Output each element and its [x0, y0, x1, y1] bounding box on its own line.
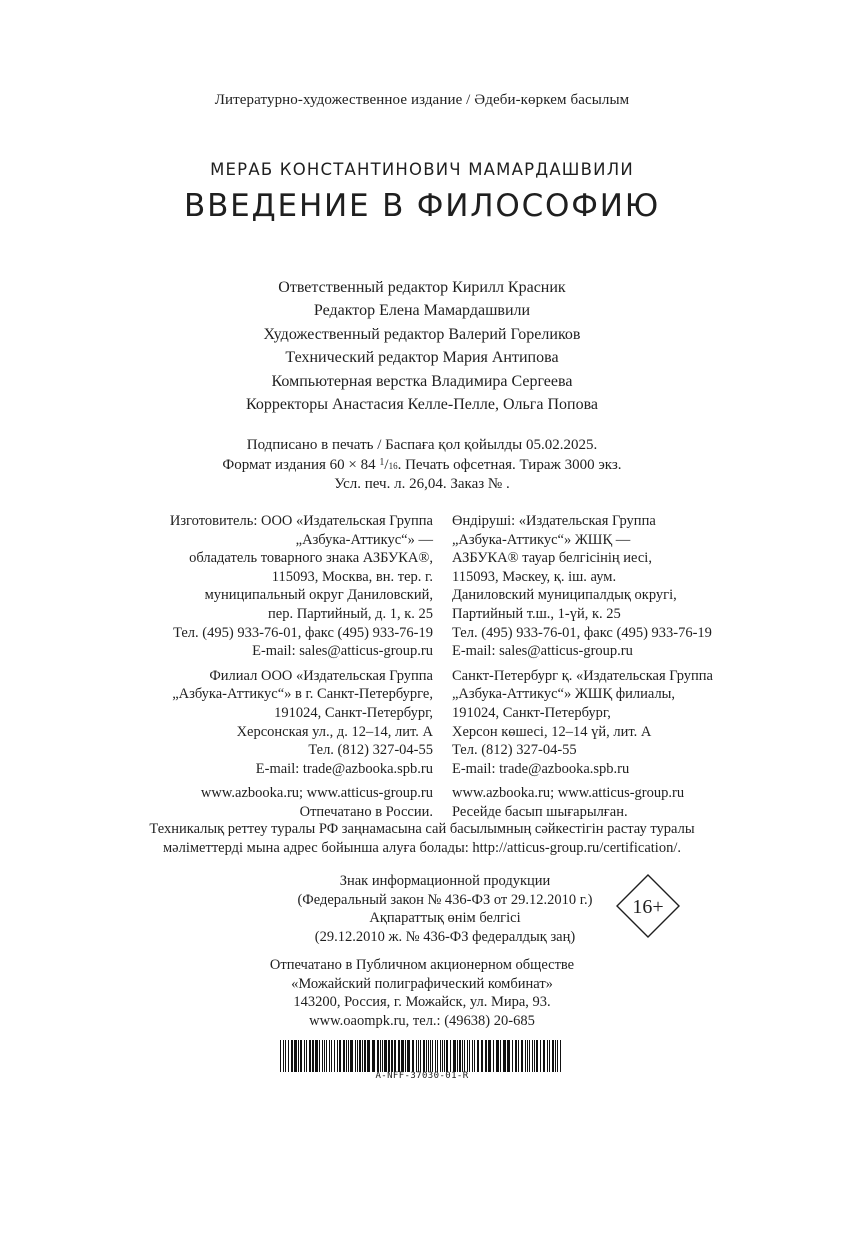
publisher-line: E-mail: sales@atticus-group.ru: [252, 643, 433, 660]
publisher-line: Тел. (495) 933-76-01, факс (495) 933-76-19: [173, 624, 433, 641]
branch-line: 191024, Санкт-Петербург,: [274, 704, 433, 721]
branch-line: Филиал ООО «Издательская Группа: [209, 667, 433, 684]
credit-line: Художественный редактор Валерий Гореликов: [263, 325, 581, 343]
barcode-bar: [444, 1040, 445, 1072]
barcode-bar: [380, 1040, 381, 1072]
format-line: Формат издания 60 × 84 $^1$/16. Печать офсетная. Тираж 3000 экз.: [222, 457, 622, 474]
barcode-bar: [525, 1040, 526, 1072]
publisher-line: „Азбука-Аттикус“» ЖШҚ —: [452, 531, 631, 548]
book-title: ВВЕДЕНИЕ В ФИЛОСОФИЮ: [184, 188, 660, 224]
barcode-bar: [418, 1040, 419, 1072]
barcode-bar: [555, 1040, 556, 1072]
publisher-line: пер. Партийный, д. 1, к. 25: [268, 605, 433, 622]
branch-line: Тел. (812) 327-04-55: [452, 742, 577, 759]
barcode-bar: [529, 1040, 530, 1072]
credit-line: Компьютерная верстка Владимира Сергеева: [271, 372, 573, 390]
publisher-line: Даниловский муниципалдық округі,: [452, 587, 677, 604]
barcode-bar: [394, 1040, 396, 1072]
barcode-bar: [348, 1040, 349, 1072]
barcode-bar: [521, 1040, 523, 1072]
barcode-bar: [488, 1040, 491, 1072]
barcode-bar: [493, 1040, 494, 1072]
barcode-bar: [459, 1040, 461, 1072]
publisher-line: Партийный т.ш., 1-үй, к. 25: [452, 605, 621, 622]
credit-line: Редактор Елена Мамардашвили: [313, 302, 531, 320]
barcode-bar: [536, 1040, 538, 1072]
barcode-bar: [291, 1040, 293, 1072]
barcode-bar: [388, 1040, 390, 1072]
barcode-bar: [343, 1040, 345, 1072]
barcode-bar: [367, 1040, 370, 1072]
barcode-bar: [334, 1040, 335, 1072]
barcode-bar: [474, 1040, 475, 1072]
barcode-bar: [339, 1040, 341, 1072]
barcode-bar: [437, 1040, 438, 1072]
barcode-bar: [364, 1040, 366, 1072]
publisher-line: 115093, Москва, вн. тер. г.: [271, 568, 433, 585]
barcode-bar: [435, 1040, 436, 1072]
barcode-bar: [477, 1040, 479, 1072]
barcode-bar: [503, 1040, 506, 1072]
format-denominator: 16: [388, 461, 398, 472]
barcode-bar: [405, 1040, 406, 1072]
format-suffix: . Печать офсетная. Тираж 3000 экз.: [397, 457, 622, 474]
barcode-bar: [377, 1040, 379, 1072]
barcode-bar: [331, 1040, 332, 1072]
barcode-bar: [496, 1040, 499, 1072]
barcode-bar: [384, 1040, 387, 1072]
branch-line: Санкт-Петербург қ. «Издательская Группа: [452, 667, 713, 684]
printer-line: Отпечатано в Публичном акционерном обществе: [269, 957, 575, 973]
barcode-bar: [442, 1040, 443, 1072]
barcode-bar: [319, 1040, 320, 1072]
publisher-info-ru: [100, 512, 433, 822]
barcode-bar: [315, 1040, 318, 1072]
barcode-bar: [500, 1040, 501, 1072]
barcode-bar: [420, 1040, 421, 1072]
barcode-bar: [549, 1040, 550, 1072]
edition-type: Литературно-художественное издание / Әдеби-көркем басылым: [214, 92, 630, 108]
publisher-info-kz: [452, 512, 832, 822]
barcode-bar: [446, 1040, 448, 1072]
printer-line: 143200, Россия, г. Можайск, ул. Мира, 93.: [293, 994, 551, 1011]
barcode-bar: [507, 1040, 510, 1072]
info-sign-line: Ақпараттық өнім белгісі: [369, 910, 521, 927]
branch-line: Херсонская ул., д. 12–14, лит. А: [236, 723, 433, 740]
barcode-bar: [362, 1040, 363, 1072]
barcode-bar: [469, 1040, 470, 1072]
barcode-bar: [450, 1040, 451, 1072]
credits-block: [0, 276, 844, 416]
website-line: www.azbooka.ru; www.atticus-group.ru: [452, 785, 685, 802]
branch-line: 191024, Санкт-Петербург,: [452, 704, 611, 721]
publisher-line: муниципальный округ Даниловский,: [204, 587, 433, 604]
barcode-bar: [560, 1040, 561, 1072]
barcode-bar: [372, 1040, 375, 1072]
printer-line: «Можайский полиграфический комбинат»: [291, 975, 553, 992]
barcode-bar: [288, 1040, 289, 1072]
barcode-bar: [298, 1040, 299, 1072]
barcode-bar: [324, 1040, 325, 1072]
barcode-bar: [467, 1040, 468, 1072]
barcode-bar: [432, 1040, 433, 1072]
barcode-bar: [534, 1040, 535, 1072]
barcode-bar: [283, 1040, 284, 1072]
credit-line: Корректоры Анастасия Келле-Пелле, Ольга Попова: [245, 396, 599, 414]
age-rating-badge: [616, 874, 680, 938]
credit-line: Технический редактор Мария Антипова: [285, 349, 559, 367]
barcode-bar: [532, 1040, 533, 1072]
print-info-block: [0, 436, 844, 494]
barcode-bar: [401, 1040, 404, 1072]
barcode-bar: [426, 1040, 427, 1072]
credit-line: Ответственный редактор Кирилл Красник: [278, 279, 566, 296]
branch-line: E-mail: trade@azbooka.spb.ru: [255, 760, 433, 777]
barcode-bar: [398, 1040, 400, 1072]
barcode-bar: [412, 1040, 414, 1072]
publisher-line: 115093, Мәскеу, қ. іш. аум.: [452, 568, 617, 585]
barcode-bar: [312, 1040, 314, 1072]
certification-line: Техникалық реттеу туралы РФ заңнамасына сай басылымның сәйкестігін растау туралы: [149, 821, 695, 837]
barcode-bar: [518, 1040, 519, 1072]
barcode-bar: [304, 1040, 305, 1072]
format-numerator: 1: [379, 457, 385, 469]
barcode-bar: [355, 1040, 356, 1072]
barcode-bar: [416, 1040, 417, 1072]
signed-date: Подписано в печать / Баспаға қол қойылды 05.02.2025.: [246, 437, 598, 453]
barcode-bar: [540, 1040, 541, 1072]
barcode-bar: [527, 1040, 528, 1072]
info-sign-line: (Федеральный закон № 436-ФЗ от 29.12.2010 г.): [297, 891, 593, 908]
format-prefix: Формат издания 60 × 84: [222, 457, 380, 474]
barcode-bar: [346, 1040, 347, 1072]
publisher-line: АЗБУКА® тауар белгісінің иесі,: [452, 550, 652, 567]
barcode-bar: [382, 1040, 383, 1072]
branch-line: Херсон көшесі, 12–14 үй, лит. А: [452, 723, 652, 740]
printer-info: [0, 956, 844, 1030]
barcode-bar: [285, 1040, 286, 1072]
certification-note: [0, 820, 844, 857]
author-name: МЕРАБ КОНСТАНТИНОВИЧ МАМАРДАШВИЛИ: [210, 160, 634, 179]
age-rating-text: 16+: [632, 896, 664, 918]
barcode: [280, 1040, 564, 1072]
publisher-line: обладатель товарного знака АЗБУКА®,: [189, 550, 433, 567]
barcode-bar: [326, 1040, 327, 1072]
barcode-bar: [430, 1040, 431, 1072]
branch-line: „Азбука-Аттикус“» в г. Санкт-Петербурге,: [172, 686, 433, 703]
barcode-bar: [337, 1040, 338, 1072]
barcode-bar: [306, 1040, 307, 1072]
publisher-line: Изготовитель: ООО «Издательская Группа: [169, 513, 433, 529]
printed-in: Ресейде басып шығарылған.: [452, 803, 628, 820]
barcode-bar: [357, 1040, 358, 1072]
publisher-line: E-mail: sales@atticus-group.ru: [452, 643, 633, 660]
printer-line: www.oaompk.ru, тел.: (49638) 20-685: [309, 1012, 535, 1029]
info-product-sign: [270, 872, 620, 946]
barcode-bar: [350, 1040, 353, 1072]
publisher-line: Тел. (495) 933-76-01, факс (495) 933-76-19: [452, 624, 712, 641]
barcode-bar: [462, 1040, 463, 1072]
barcode-bar: [322, 1040, 323, 1072]
barcode-bar: [391, 1040, 393, 1072]
barcode-bar: [543, 1040, 545, 1072]
barcode-bar: [552, 1040, 554, 1072]
publisher-line: Өндіруші: «Издательская Группа: [452, 513, 656, 529]
barcode-bar: [407, 1040, 410, 1072]
barcode-bar: [440, 1040, 441, 1072]
barcode-bar: [300, 1040, 302, 1072]
certification-line: мәліметтерді мына адрес бойынша алуға болады: http://atticus-group.ru/certification/.: [163, 839, 681, 856]
barcode-bar: [453, 1040, 456, 1072]
info-sign-line: Знак информационной продукции: [339, 873, 551, 889]
barcode-bar: [547, 1040, 548, 1072]
branch-line: Тел. (812) 327-04-55: [308, 742, 433, 759]
barcode-bar: [557, 1040, 558, 1072]
barcode-bar: [280, 1040, 281, 1072]
barcode-bar: [309, 1040, 311, 1072]
barcode-bar: [457, 1040, 458, 1072]
barcode-bar: [481, 1040, 483, 1072]
info-sign-line: (29.12.2010 ж. № 436-ФЗ федералдық заң): [314, 928, 576, 945]
barcode-bar: [472, 1040, 473, 1072]
barcode-bar: [329, 1040, 330, 1072]
branch-line: E-mail: trade@azbooka.spb.ru: [452, 760, 630, 777]
barcode-number: A-NFF-37030-01-R: [375, 1071, 469, 1081]
barcode-bar: [359, 1040, 361, 1072]
barcode-bar: [423, 1040, 425, 1072]
printed-in: Отпечатано в России.: [299, 803, 433, 820]
barcode-bar: [294, 1040, 297, 1072]
sheets-order: Усл. печ. л. 26,04. Заказ № .: [334, 476, 510, 493]
website-line: www.azbooka.ru; www.atticus-group.ru: [200, 785, 433, 802]
publisher-line: „Азбука-Аттикус“» —: [295, 531, 433, 548]
barcode-bar: [464, 1040, 465, 1072]
barcode-bar: [485, 1040, 487, 1072]
branch-line: „Азбука-Аттикус“» ЖШҚ филиалы,: [452, 686, 676, 703]
barcode-bar: [515, 1040, 517, 1072]
barcode-bar: [512, 1040, 513, 1072]
barcode-bar: [428, 1040, 429, 1072]
